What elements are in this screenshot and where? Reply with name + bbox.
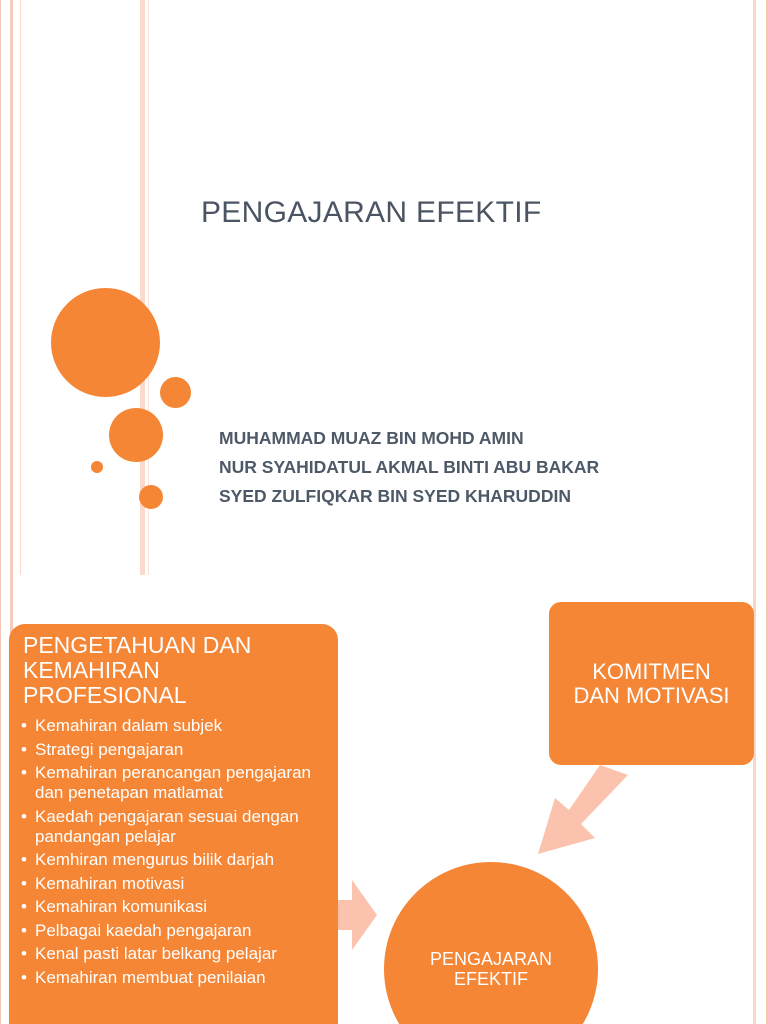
list-item: • Kemahiran perancangan pengajaran dan penetapan matlamat	[21, 763, 326, 803]
decorative-circle-tiny	[91, 461, 103, 473]
list-item: • Kemahiran dalam subjek	[21, 716, 326, 736]
list-item: • Kaedah pengajaran sesuai dengan pandangan pelajar	[21, 807, 326, 847]
arrow-left-to-center	[338, 880, 377, 950]
decorative-circle-small	[160, 377, 191, 408]
effective-teaching-circle: PENGAJARAN EFEKTIF	[384, 862, 598, 1024]
author-name: NUR SYAHIDATUL AKMAL BINTI ABU BAKAR	[219, 457, 600, 477]
list-item: • Kemahiran komunikasi	[21, 897, 326, 917]
decorative-circle-medium	[109, 408, 163, 462]
decorative-circle-small	[139, 485, 163, 509]
author-list	[219, 426, 599, 513]
decorative-stripe	[753, 0, 756, 575]
decorative-stripe	[0, 0, 1, 575]
list-item: • Kemhiran mengurus bilik darjah	[21, 850, 326, 870]
list-item: • Kemahiran membuat penilaian	[21, 968, 326, 988]
knowledge-skills-box	[9, 624, 338, 1024]
list-item: • Pelbagai kaedah pengajaran	[21, 921, 326, 941]
commitment-motivation-box: KOMITMEN DAN MOTIVASI	[549, 602, 754, 765]
list-item: • Kemahiran motivasi	[21, 874, 326, 894]
diagram-slide	[0, 575, 768, 1024]
box-title: PENGETAHUAN DAN KEMAHIRAN PROFESIONAL	[23, 632, 252, 708]
list-item: • Strategi pengajaran	[21, 740, 326, 760]
slide-title: PENGAJARAN EFEKTIF	[201, 196, 542, 229]
author-name: SYED ZULFIQKAR BIN SYED KHARUDDIN	[219, 486, 571, 506]
author-name: MUHAMMAD MUAZ BIN MOHD AMIN	[219, 428, 524, 448]
decorative-stripe	[20, 0, 21, 575]
decorative-circle-large	[51, 288, 160, 397]
decorative-stripe	[10, 0, 13, 575]
list-item: • Kenal pasti latar belkang pelajar	[21, 944, 326, 964]
skills-list	[21, 716, 326, 988]
arrow-right-to-center	[538, 765, 628, 854]
